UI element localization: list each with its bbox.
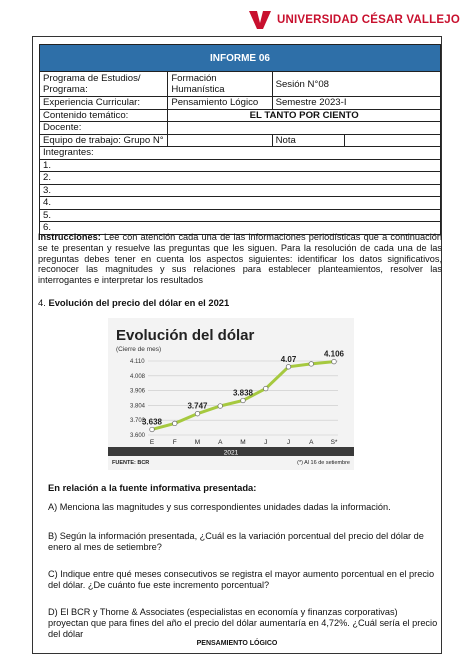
integrante-row[interactable]: 5. <box>40 209 441 222</box>
y-tick-label: 3.702 <box>130 418 146 425</box>
y-tick-label: 4.008 <box>130 373 146 380</box>
experiencia-value: Pensamiento Lógico <box>168 97 272 110</box>
data-label: 4.07 <box>280 354 297 364</box>
semestre-value: Semestre 2023-I <box>272 97 440 110</box>
question-d: D) El BCR y Thorne & Associates (especialistas en economía y finanzas corporativas) proyectan que para fines del año el precio del dólar aumentaría en 4,72%. ¿Cuál sería el precio del dólar <box>48 607 438 639</box>
x-tick-label: A <box>309 439 314 446</box>
questions-intro: En relación a la fuente informativa presentada: <box>48 482 257 493</box>
integrante-row[interactable]: 2. <box>40 172 441 185</box>
x-tick-label: M <box>194 439 201 446</box>
data-label: 3.638 <box>141 417 163 427</box>
nota-field[interactable] <box>344 134 440 147</box>
instructions-lead: Instrucciones: <box>38 232 101 242</box>
chart-note: (*) Al 16 de setiembre <box>297 460 350 466</box>
item-4-title: Evolución del precio del dólar en el 2021 <box>48 297 230 308</box>
integrante-row[interactable]: 4. <box>40 197 441 210</box>
chart-title: Evolución del dólar <box>116 327 255 344</box>
university-logo <box>247 9 460 31</box>
sesion-value: Sesión N°08 <box>272 72 440 97</box>
integrante-row[interactable]: 6. <box>40 222 441 235</box>
y-tick-label: 3.804 <box>130 403 146 410</box>
y-tick-label: 3.600 <box>130 433 146 439</box>
data-point <box>195 411 200 416</box>
nota-label: Nota <box>272 134 344 147</box>
dollar-chart <box>108 318 354 470</box>
data-label: 3.838 <box>232 388 254 398</box>
x-tick-label: J <box>264 439 268 446</box>
programa-label: Programa de Estudios/ Programa: <box>40 72 168 97</box>
info-table <box>39 44 441 235</box>
report-title: INFORME 06 <box>40 45 441 72</box>
data-point <box>309 362 314 367</box>
equipo-label: Equipo de trabajo: Grupo N° <box>40 134 168 147</box>
x-tick-label: J <box>286 439 291 446</box>
x-tick-label: S* <box>330 439 338 446</box>
data-label: 3.747 <box>187 401 208 411</box>
dollar-chart-svg <box>108 318 354 470</box>
logo-text: UNIVERSIDAD CÉSAR VALLEJO <box>276 14 460 26</box>
docente-field[interactable] <box>168 122 441 135</box>
instructions <box>38 232 442 286</box>
docente-label: Docente: <box>40 122 168 135</box>
x-tick-label: E <box>149 439 155 446</box>
data-point <box>218 404 223 409</box>
integrantes-label: Integrantes: <box>40 147 441 160</box>
chart-source: FUENTE: BCR <box>112 460 150 466</box>
ucv-logo-icon <box>247 9 273 31</box>
question-c: C) Indique entre qué meses consecutivos se registra el mayor aumento porcentual en el precio del dólar. ¿De cuánto fue este incremento porcentual? <box>48 569 435 590</box>
data-point <box>286 365 291 370</box>
chart-subtitle: (Cierre de mes) <box>116 346 162 353</box>
contenido-label: Contenido temático: <box>40 109 168 122</box>
question-a: A) Menciona las magnitudes y sus correspondientes unidades dadas la información. <box>48 502 391 512</box>
y-tick-label: 3.906 <box>130 388 146 395</box>
data-point <box>150 427 155 432</box>
item-4-heading <box>38 297 229 308</box>
contenido-value: EL TANTO POR CIENTO <box>168 109 441 122</box>
data-point <box>263 386 268 391</box>
x-tick-label: A <box>218 439 223 446</box>
x-tick-label: F <box>172 439 177 446</box>
integrante-row[interactable]: 1. <box>40 159 441 172</box>
data-label: 4.106 <box>323 349 345 359</box>
instructions-text: Lee con atención cada una de las informaciones periodísticas que a continuación se te presentan y resuelve las preguntas que les siguen. Para la resolución de cada una de las preguntas debes tener en cuenta los aspectos siguientes: identificar los datos significativos, reconocer las magnitudes y sus relaciones para establecer planteamientos, resolver las interrogantes e interpretar los resultados <box>38 232 442 286</box>
question-b: B) Según la información presentada, ¿Cuál es la variación porcentual del precio del dólar de enero al mes de setiembre? <box>48 531 424 552</box>
footer: PENSAMIENTO LÓGICO <box>196 640 278 647</box>
experiencia-label: Experiencia Curricular: <box>40 97 168 110</box>
y-tick-label: 4.110 <box>130 359 145 365</box>
year-label: 2021 <box>223 449 239 457</box>
x-tick-label: M <box>240 439 246 446</box>
data-point <box>172 421 177 426</box>
item-4-number: 4. <box>38 297 49 308</box>
equipo-field[interactable] <box>168 134 272 147</box>
integrante-row[interactable]: 3. <box>40 184 441 197</box>
data-point <box>241 398 246 403</box>
data-point <box>332 359 337 364</box>
programa-value: Formación Humanística <box>168 72 272 97</box>
